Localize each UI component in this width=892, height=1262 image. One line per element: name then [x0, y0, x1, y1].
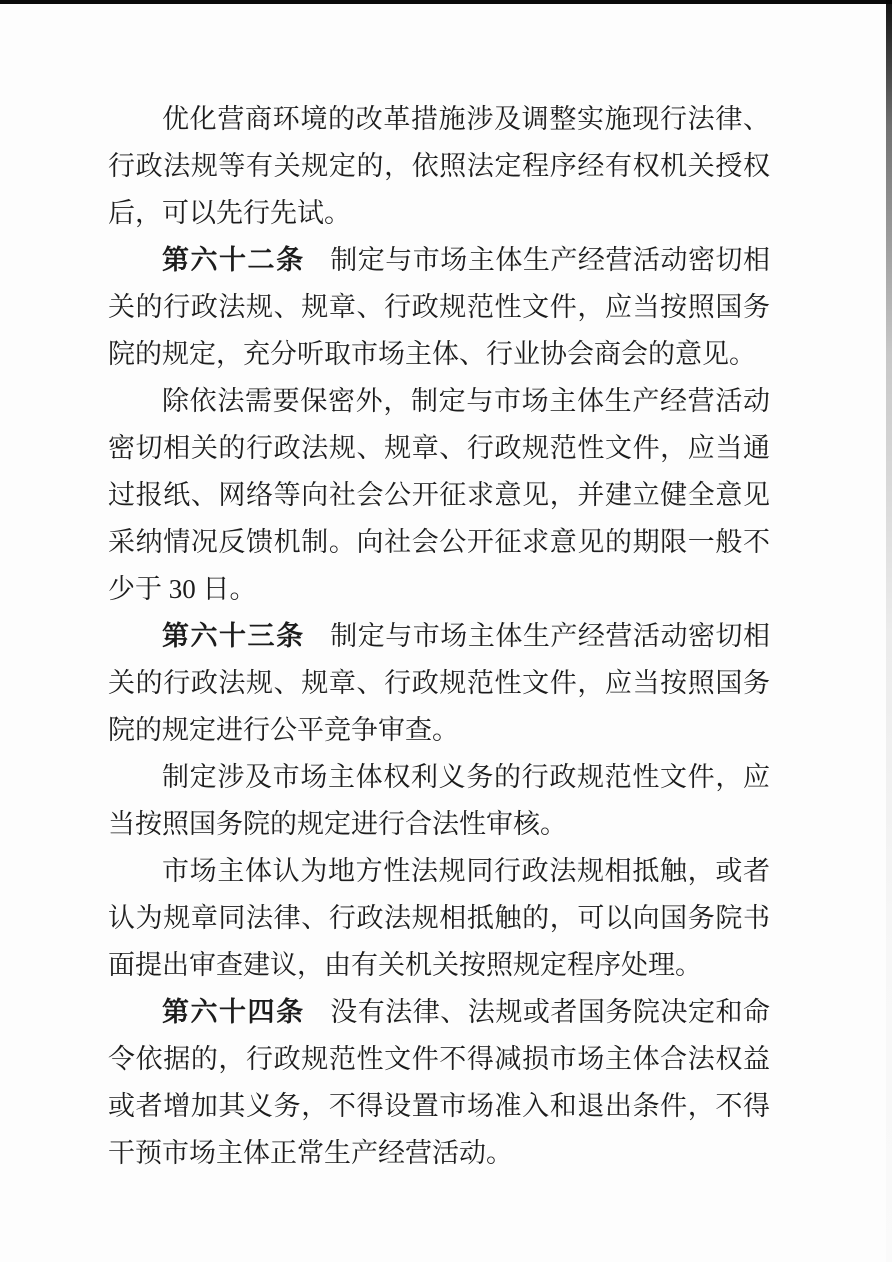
article-number: 第六十二条	[162, 245, 305, 275]
paragraph-text: 优化营商环境的改革措施涉及调整实施现行法律、行政法规等有关规定的，依照法定程序经有权机关授权后，可以先行先试。	[108, 104, 770, 228]
paragraph-text: 制定涉及市场主体权利义务的行政规范性文件，应当按照国务院的规定进行合法性审核。	[108, 762, 770, 839]
paragraph-text: 制定与市场主体生产经营活动密切相关的行政法规、规章、行政规范性文件，应当按照国务院的规定，充分听取市场主体、行业协会商会的意见。	[108, 245, 771, 369]
article-number: 第六十四条	[162, 997, 305, 1027]
paragraph	[108, 237, 770, 378]
paragraph-text: 市场主体认为地方性法规同行政法规相抵触，或者认为规章同法律、行政法规相抵触的，可以向国务院书面提出审查建议，由有关机关按照规定程序处理。	[108, 856, 770, 980]
paragraph	[108, 848, 770, 989]
paragraph	[108, 989, 770, 1177]
article-number: 第六十三条	[162, 621, 305, 651]
document-body	[108, 96, 770, 1177]
paragraph	[108, 754, 770, 848]
paragraph-text: 制定与市场主体生产经营活动密切相关的行政法规、规章、行政规范性文件，应当按照国务院的规定进行公平竞争审查。	[108, 621, 771, 745]
paragraph	[108, 378, 770, 613]
scan-edge-top	[0, 0, 892, 4]
paragraph	[108, 96, 770, 237]
paragraph	[108, 613, 770, 754]
paragraph-text: 没有法律、法规或者国务院决定和命令依据的，行政规范性文件不得减损市场主体合法权益或者增加其义务，不得设置市场准入和退出条件，不得干预市场主体正常生产经营活动。	[108, 997, 771, 1168]
scan-edge-right	[886, 0, 892, 1262]
paragraph-text: 除依法需要保密外，制定与市场主体生产经营活动密切相关的行政法规、规章、行政规范性文件，应当通过报纸、网络等向社会公开征求意见，并建立健全意见采纳情况反馈机制。向社会公开征求意见的期限一般不少于 30 日。	[108, 386, 770, 604]
